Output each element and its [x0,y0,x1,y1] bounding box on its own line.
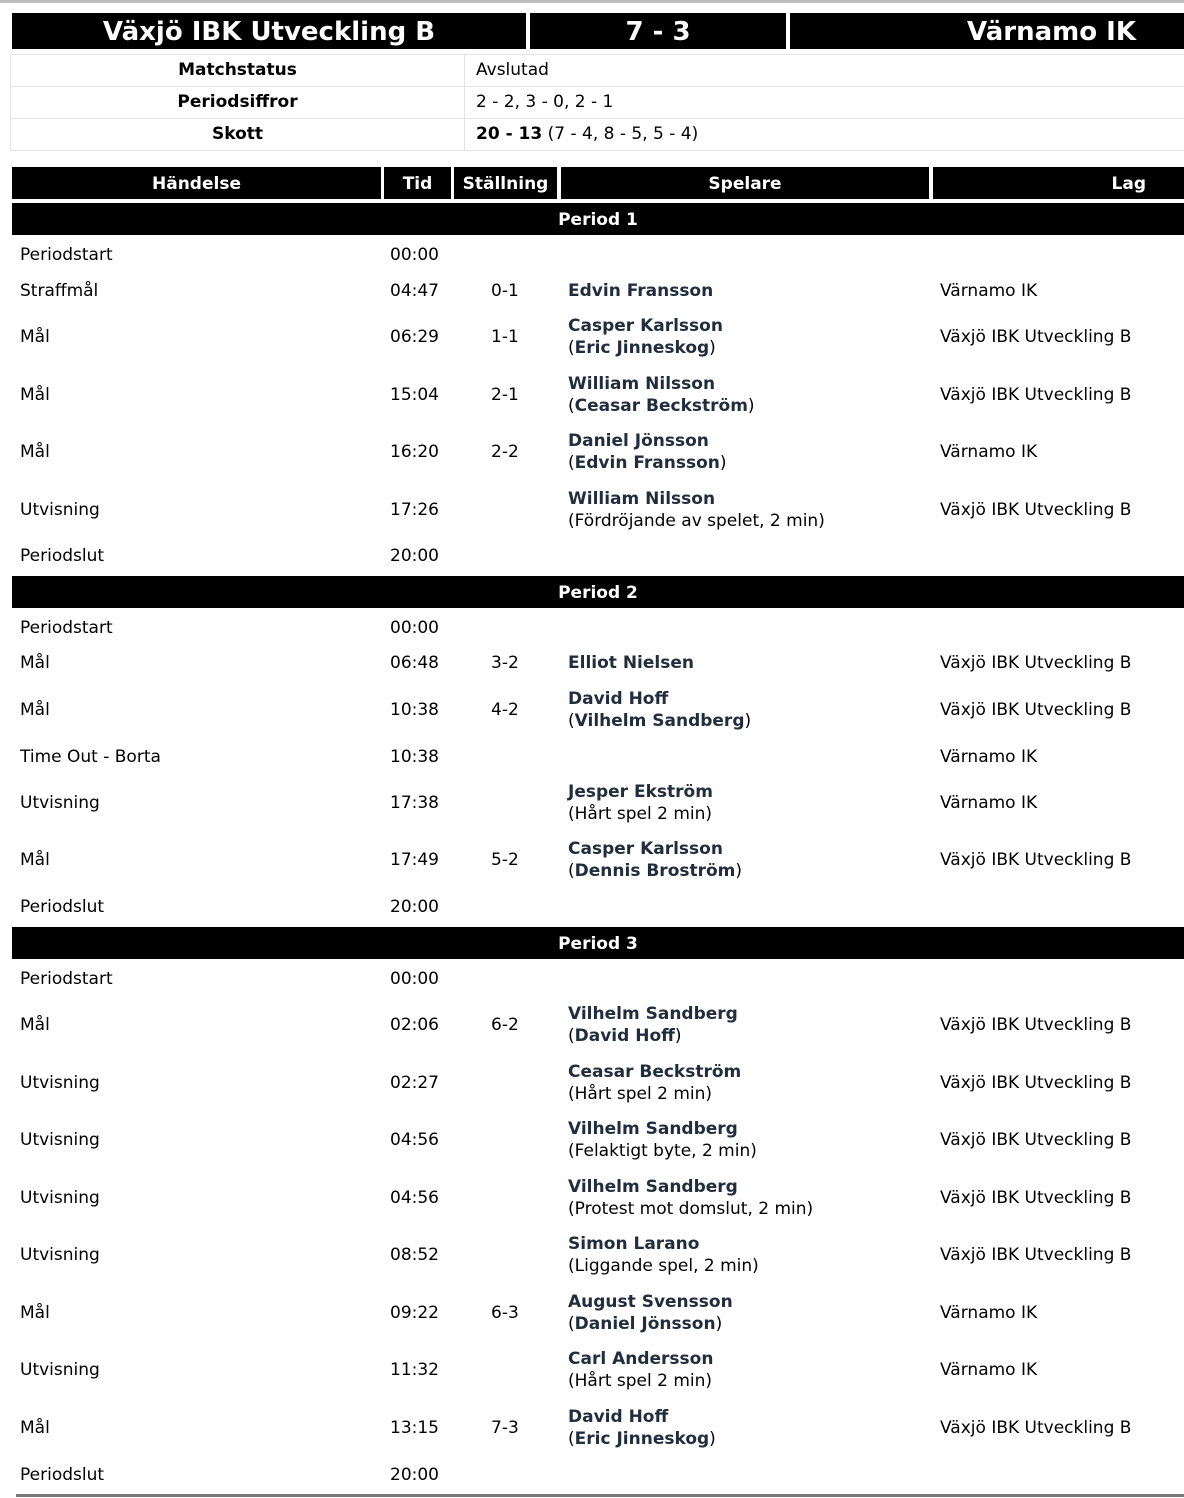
assist-line: (Dennis Broström) [568,860,743,881]
event-time: 20:00 [390,546,439,566]
event-type: Periodslut [20,1465,105,1485]
assist-line: (Eric Jinneskog) [568,1428,716,1449]
player-name[interactable]: Ceasar Beckström [568,1061,742,1082]
player-name[interactable]: David Hoff [568,1406,669,1427]
assist-line: (Ceasar Beckström) [568,395,755,416]
event-time: 04:47 [390,281,439,301]
event-row [0,1341,1184,1398]
player-name[interactable]: William Nilsson [568,373,716,394]
event-time: 04:56 [390,1187,439,1208]
event-row [0,645,1184,681]
event-time: 16:20 [390,441,439,462]
event-score: 3-2 [491,653,519,673]
penalty-description: (Hårt spel 2 min) [568,803,713,824]
event-type: Mål [20,849,50,870]
event-time: 02:27 [390,1072,439,1093]
event-row [0,1169,1184,1226]
event-time: 11:32 [390,1359,439,1380]
event-type: Mål [20,1302,50,1323]
event-type: Periodslut [20,897,105,917]
event-time: 10:38 [390,747,439,767]
event-player-cell [568,831,742,888]
assist-player-name[interactable]: Edvin Fransson [574,452,720,473]
penalty-description: (Felaktigt byte, 2 min) [568,1140,757,1161]
event-row [0,423,1184,480]
final-score: 7 - 3 [530,13,786,49]
event-type: Periodstart [20,969,113,989]
match-header [0,13,1184,49]
shots-total: 20 - 13 [476,124,543,144]
event-row [0,1399,1184,1456]
event-row [0,831,1184,888]
event-player-cell [568,1399,716,1456]
info-row-shots [10,118,1184,151]
assist-line: (Edvin Fransson) [568,452,727,473]
player-name[interactable]: Edvin Fransson [568,281,714,301]
event-row [0,481,1184,538]
event-type: Mål [20,326,50,347]
event-score: 7-3 [491,1417,519,1438]
event-type: Utvisning [20,1187,100,1208]
column-header-player: Spelare [561,167,929,199]
event-team: Växjö IBK Utveckling B [940,699,1132,720]
event-team: Växjö IBK Utveckling B [940,326,1132,347]
event-player-cell [568,645,694,681]
event-team: Växjö IBK Utveckling B [940,1187,1132,1208]
player-name[interactable]: Vilhelm Sandberg [568,1003,738,1024]
event-team: Växjö IBK Utveckling B [940,384,1132,405]
event-time: 00:00 [390,618,439,638]
event-type: Straffmål [20,281,99,301]
event-team: Värnamo IK [940,1359,1038,1380]
period-header: Period 1 [12,203,1184,235]
event-type: Mål [20,653,50,673]
info-value: 2 - 2, 3 - 0, 2 - 1 [476,92,614,112]
event-player-cell [568,1054,741,1111]
assist-line: (David Hoff) [568,1025,682,1046]
event-type: Utvisning [20,1072,100,1093]
event-row [0,237,1184,273]
bottom-rule [16,1494,1184,1497]
event-player-cell [568,481,825,538]
info-label: Periodsiffror [10,87,465,118]
event-score: 2-2 [491,441,519,462]
event-time: 08:52 [390,1244,439,1265]
player-name[interactable]: Simon Larano [568,1233,700,1254]
info-row-periods [10,86,1184,118]
event-player-cell [568,774,713,831]
event-type: Mål [20,441,50,462]
player-name[interactable]: August Svensson [568,1291,733,1312]
events-table-header [0,167,1184,199]
event-time: 13:15 [390,1417,439,1438]
event-score: 1-1 [491,326,519,347]
event-team: Värnamo IK [940,792,1038,813]
event-team: Växjö IBK Utveckling B [940,1417,1132,1438]
penalty-description: (Hårt spel 2 min) [568,1083,713,1104]
event-row [0,538,1184,574]
event-score: 6-3 [491,1302,519,1323]
event-score: 0-1 [491,281,519,301]
event-team: Värnamo IK [940,1302,1038,1323]
event-score: 6-2 [491,1014,519,1035]
player-name[interactable]: Daniel Jönsson [568,430,709,451]
event-team: Värnamo IK [940,281,1038,301]
match-info-table [10,54,1184,151]
event-row [0,774,1184,831]
column-header-event: Händelse [12,167,381,199]
event-row [0,366,1184,423]
column-header-score: Ställning [454,167,557,199]
event-time: 09:22 [390,1302,439,1323]
event-time: 00:00 [390,969,439,989]
event-team: Växjö IBK Utveckling B [940,1244,1132,1265]
info-row-status [10,54,1184,86]
event-player-cell [568,1284,733,1341]
event-time: 20:00 [390,897,439,917]
top-rule [0,0,1184,3]
event-team: Växjö IBK Utveckling B [940,1129,1132,1150]
event-type: Periodstart [20,245,113,265]
event-player-cell [568,423,727,480]
event-team: Värnamo IK [940,441,1038,462]
event-score: 2-1 [491,384,519,405]
event-time: 15:04 [390,384,439,405]
period-header: Period 3 [12,927,1184,959]
assist-player-name[interactable]: Vilhelm Sandberg [574,710,745,731]
event-type: Periodstart [20,618,113,638]
event-time: 00:00 [390,245,439,265]
event-time: 20:00 [390,1465,439,1485]
event-row [0,308,1184,365]
player-name[interactable]: Casper Karlsson [568,838,723,859]
home-team: Växjö IBK Utveckling B [12,13,526,49]
event-row [0,739,1184,775]
event-type: Utvisning [20,1359,100,1380]
penalty-description: (Protest mot domslut, 2 min) [568,1198,814,1219]
assist-player-name[interactable]: Ceasar Beckström [574,395,748,416]
event-row [0,681,1184,738]
event-player-cell [568,1226,759,1283]
event-player-cell [568,1341,713,1398]
event-player-cell [568,1111,757,1168]
player-name[interactable]: Carl Andersson [568,1348,714,1369]
event-time: 17:49 [390,849,439,870]
assist-line: (Eric Jinneskog) [568,337,716,358]
event-type: Mål [20,1417,50,1438]
event-player-cell [568,996,738,1053]
event-team: Växjö IBK Utveckling B [940,653,1132,673]
event-row [0,610,1184,646]
event-type: Mål [20,384,50,405]
event-time: 06:48 [390,653,439,673]
event-row [0,961,1184,997]
event-team: Växjö IBK Utveckling B [940,849,1132,870]
assist-player-name[interactable]: Eric Jinneskog [574,337,710,358]
info-value [476,119,698,150]
event-time: 04:56 [390,1129,439,1150]
player-name[interactable]: Elliot Nielsen [568,653,694,673]
player-name[interactable]: Casper Karlsson [568,315,723,336]
event-row [0,1457,1184,1493]
event-time: 10:38 [390,699,439,720]
column-header-team: Lag [933,167,1184,199]
player-name[interactable]: Vilhelm Sandberg [568,1118,738,1139]
event-player-cell [568,1169,813,1226]
event-score: 5-2 [491,849,519,870]
event-type: Periodslut [20,546,105,566]
event-time: 02:06 [390,1014,439,1035]
player-name[interactable]: William Nilsson [568,488,716,509]
shots-detail: (7 - 4, 8 - 5, 5 - 4) [542,124,699,144]
event-type: Mål [20,1014,50,1035]
away-team: Värnamo IK [790,13,1184,49]
event-type: Utvisning [20,499,100,520]
event-type: Utvisning [20,1129,100,1150]
player-name[interactable]: David Hoff [568,688,669,709]
event-team: Värnamo IK [940,747,1038,767]
penalty-description: (Fördröjande av spelet, 2 min) [568,510,825,531]
event-row [0,889,1184,925]
event-type: Time Out - Borta [20,747,161,767]
event-time: 06:29 [390,326,439,347]
event-time: 17:38 [390,792,439,813]
event-player-cell [568,308,723,365]
assist-player-name[interactable]: Eric Jinneskog [574,1428,710,1449]
event-team: Växjö IBK Utveckling B [940,499,1132,520]
event-row [0,996,1184,1053]
event-row [0,1111,1184,1168]
event-row [0,1284,1184,1341]
assist-player-name[interactable]: Dennis Broström [574,860,736,881]
event-player-cell [568,273,713,309]
player-name[interactable]: Vilhelm Sandberg [568,1176,738,1197]
event-type: Mål [20,699,50,720]
event-row [0,1226,1184,1283]
penalty-description: (Liggande spel, 2 min) [568,1255,759,1276]
period-header: Period 2 [12,576,1184,608]
event-row [0,273,1184,309]
event-type: Utvisning [20,792,100,813]
info-label: Matchstatus [10,55,465,86]
assist-player-name[interactable]: Daniel Jönsson [574,1313,716,1334]
assist-line: (Daniel Jönsson) [568,1313,723,1334]
event-score: 4-2 [491,699,519,720]
event-team: Växjö IBK Utveckling B [940,1072,1132,1093]
info-label: Skott [10,119,465,150]
event-time: 17:26 [390,499,439,520]
penalty-description: (Hårt spel 2 min) [568,1370,713,1391]
event-team: Växjö IBK Utveckling B [940,1014,1132,1035]
event-player-cell [568,681,751,738]
player-name[interactable]: Jesper Ekström [568,781,713,802]
column-header-time: Tid [384,167,451,199]
event-type: Utvisning [20,1244,100,1265]
assist-line: (Vilhelm Sandberg) [568,710,752,731]
event-row [0,1054,1184,1111]
info-value: Avslutad [476,60,549,80]
assist-player-name[interactable]: David Hoff [574,1025,675,1046]
event-player-cell [568,366,755,423]
